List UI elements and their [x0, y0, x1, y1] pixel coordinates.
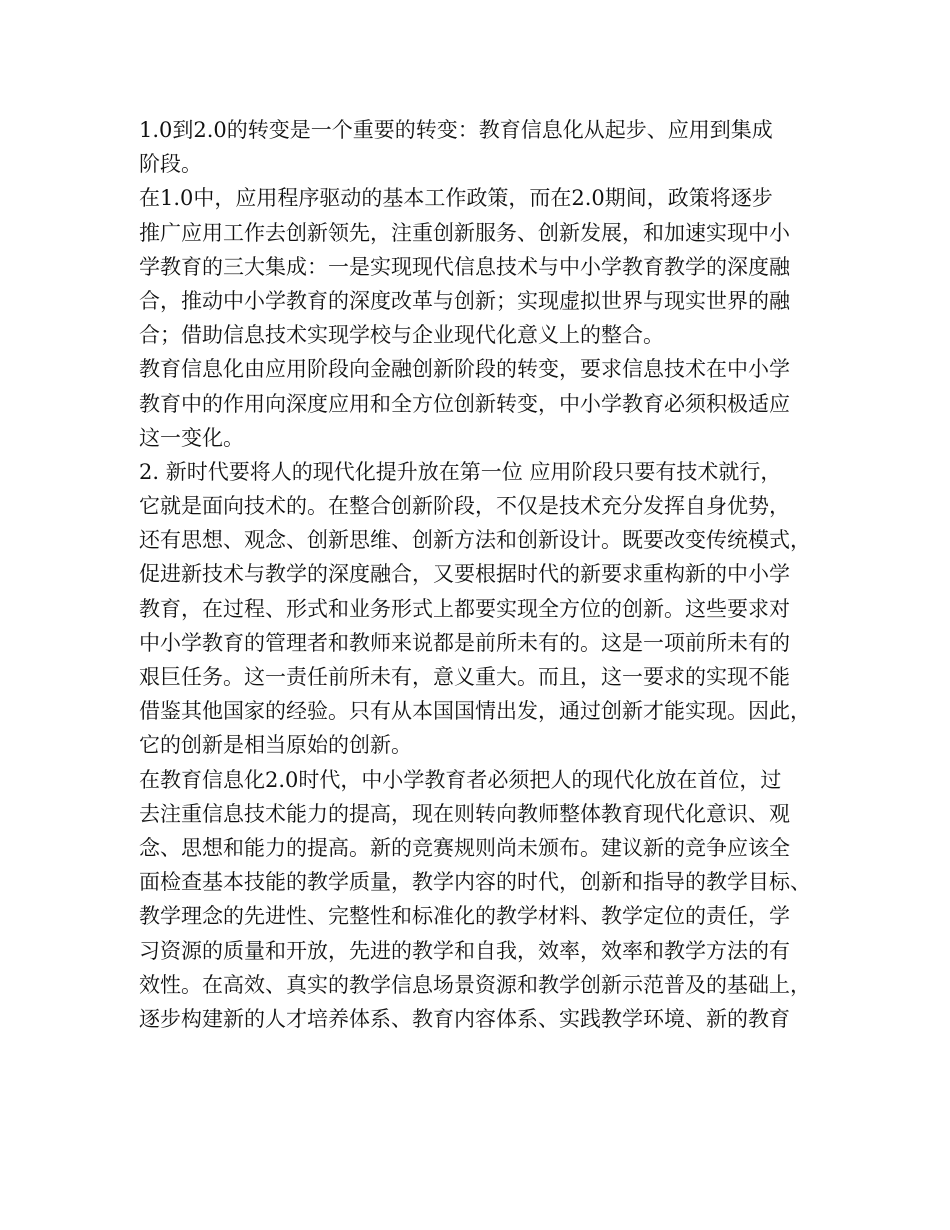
text-line: 阶段。: [139, 152, 202, 177]
text-line: 在1.0中，应用程序驱动的基本工作政策，而在2.0期间，政策将逐步: [139, 186, 773, 211]
text-line: 习资源的质量和开放，先进的教学和自我，效率，效率和教学方法的有: [139, 938, 790, 963]
text-line: 合；借助信息技术实现学校与企业现代化意义上的整合。: [139, 323, 664, 348]
text-line: 1.0到2.0的转变是一个重要的转变：教育信息化从起步、应用到集成: [139, 118, 773, 142]
text-line: 借鉴其他国家的经验。只有从本国国情出发，通过创新才能实现。因此，: [139, 699, 811, 724]
text-line: 逐步构建新的人才培养体系、教育内容体系、实践教学环境、新的教育: [139, 1006, 790, 1031]
text-line: 它就是面向技术的。在整合创新阶段，不仅是技术充分发挥自身优势，: [139, 494, 790, 519]
text-line: 在教育信息化2.0时代，中小学教育者必须把人的现代化放在首位，过: [139, 767, 782, 792]
text-line: 它的创新是相当原始的创新。: [139, 733, 412, 758]
text-line: 面检查基本技能的教学质量，教学内容的时代，创新和指导的教学目标、: [139, 870, 811, 895]
text-line: 教育，在过程、形式和业务形式上都要实现全方位的创新。这些要求对: [139, 596, 790, 621]
text-line: 这一变化。: [139, 425, 244, 450]
text-line: 还有思想、观念、创新思维、创新方法和创新设计。既要改变传统模式，: [139, 528, 811, 553]
text-line: 2. 新时代要将人的现代化提升放在第一位 应用阶段只要有技术就行，: [139, 459, 782, 484]
body-text: [139, 113, 819, 1036]
text-line: 中小学教育的管理者和教师来说都是前所未有的。这是一项前所未有的: [139, 630, 790, 655]
text-line: 教学理念的先进性、完整性和标准化的教学材料、教学定位的责任，学: [139, 904, 790, 929]
text-line: 念、思想和能力的提高。新的竞赛规则尚未颁布。建议新的竞争应该全: [139, 835, 790, 860]
text-line: 学教育的三大集成：一是实现现代信息技术与中小学教育教学的深度融: [139, 254, 790, 279]
text-line: 去注重信息技术能力的提高，现在则转向教师整体教育现代化意识、观: [139, 801, 790, 826]
text-line: 教育中的作用向深度应用和全方位创新转变，中小学教育必须积极适应: [139, 391, 790, 416]
text-line: 合，推动中小学教育的深度改革与创新；实现虚拟世界与现实世界的融: [139, 288, 790, 313]
text-line: 促进新技术与教学的深度融合，又要根据时代的新要求重构新的中小学: [139, 562, 790, 587]
text-line: 效性。在高效、真实的教学信息场景资源和教学创新示范普及的基础上，: [139, 972, 811, 997]
text-line: 艰巨任务。这一责任前所未有，意义重大。而且，这一要求的实现不能: [139, 665, 790, 689]
text-line: 推广应用工作去创新领先，注重创新服务、创新发展，和加速实现中小: [139, 220, 790, 245]
text-line: 教育信息化由应用阶段向金融创新阶段的转变，要求信息技术在中小学: [139, 357, 790, 382]
